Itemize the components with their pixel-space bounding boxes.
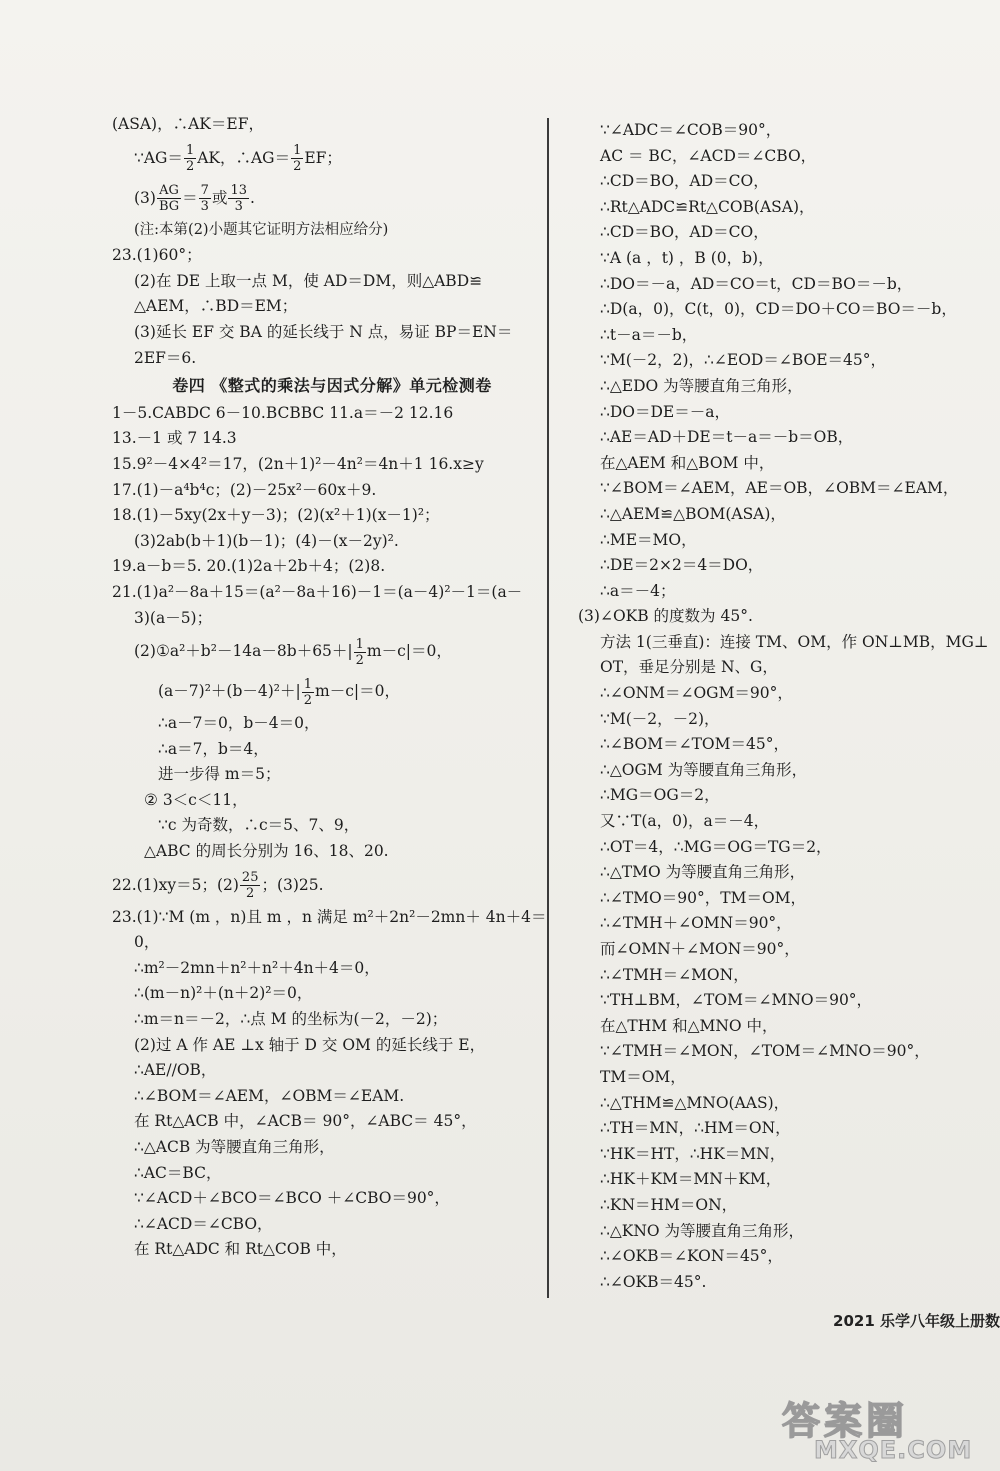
section-title: 卷四 《整式的乘法与因式分解》单元检测卷 [172, 376, 492, 396]
text-line: ∴a－7＝0，b－4＝0， [158, 714, 320, 733]
text-line: ∴m²－2mn＋n²＋n²＋4n＋4＝0， [134, 958, 380, 977]
text-line: ∴∠OKB＝∠KON＝45°， [600, 1247, 783, 1266]
text-line: ∴(m－n)²＋(n＋2)²＝0， [134, 984, 313, 1003]
text-line: ∴△OGM 为等腰直角三角形， [600, 760, 808, 779]
fraction: $\frac{13}{3}$ [230, 183, 248, 215]
text-line: (ASA)，∴AK＝EF， [112, 115, 264, 133]
text-line: ∵∠TMH＝∠MON，∠TOM＝∠MNO＝90°， [600, 1042, 930, 1061]
text-line: ∴CD＝BO，AD＝CO， [600, 172, 769, 191]
text-line: ∴DO＝DE＝－a， [600, 402, 730, 421]
text-line: 22.(1)xy＝5；(2) $\frac{25}{2}$ ；(3)25. [112, 870, 324, 902]
text-line: △ABC 的周长分别为 16、18、20. [144, 842, 389, 861]
text-line: 13.－1 或 7 14.3 [112, 429, 237, 448]
right-column [578, 118, 988, 1295]
text-line: ∴t－a＝－b， [600, 325, 698, 344]
fraction: $\frac{1}{2}$ [293, 143, 302, 175]
text-line: ∴AE＝AD＋DE＝t－a＝－b＝OB， [600, 428, 854, 447]
text-line: (2)过 A 作 AE ⊥x 轴于 D 交 OM 的延长线于 E， [134, 1035, 486, 1054]
text-line: ∵AG＝ $\frac{1}{2}$ AK，∴AG＝ $\frac{1}{2}$ EF； [134, 143, 342, 175]
watermark-text: 答案圈 [782, 1399, 909, 1443]
text-line: (3)∠OKB 的度数为 45°. [578, 607, 753, 626]
watermark-logo [782, 1390, 992, 1468]
text-line: 21.(1)a²－8a＋15＝(a²－8a＋16)－1＝(a－4)²－1＝(a－ [112, 582, 523, 601]
text-line: 1－5.CABDC 6－10.BCBBC 11.a＝－2 12.16 [112, 403, 454, 422]
text-line: ∴∠BOM＝∠TOM＝45°， [600, 735, 789, 754]
text-line: OT，垂足分别是 N、G， [600, 658, 778, 677]
text-line: ∴AC＝BC， [134, 1163, 222, 1182]
text-line: ∴△ACB 为等腰直角三角形， [134, 1138, 335, 1156]
text-line: 在△THM 和△MNO 中， [600, 1016, 778, 1035]
text-line: ∴∠TMH＋∠OMN＝90°， [600, 914, 792, 933]
text-line: 在 Rt△ADC 和 Rt△COB 中， [134, 1240, 347, 1259]
text-line: 方法 1(三垂直)：连接 TM、OM，作 ON⊥MB，MG⊥ [600, 632, 989, 651]
text-line: ∴D(a，0)，C(t，0)，CD＝DO＋CO＝BO＝－b， [600, 300, 957, 319]
text-line: ∴△AEM≌△BOM(ASA)， [600, 504, 786, 523]
text-line: AC ＝ BC，∠ACD＝∠CBO， [600, 146, 817, 165]
text-line: 而∠OMN＋∠MON＝90°， [600, 940, 800, 958]
text-line: 23.(1)∵M (m ，n)且 m ，n 满足 m²＋2n²－2mn＋ 4n＋4＝ [112, 907, 547, 926]
page-footer: 2021 乐学八年级上册数 [833, 1312, 1000, 1330]
text-line: ∴△TMO 为等腰直角三角形， [600, 863, 806, 882]
text-line: ∴OT＝4，∴MG＝OG＝TG＝2， [600, 837, 832, 856]
text-line: ∵c 为奇数，∴c＝5、7、9， [158, 816, 360, 835]
text-line: ∴HK＋KM＝MN＋KM， [600, 1170, 782, 1189]
text-line: ∴Rt△ADC≌Rt△COB(ASA)， [600, 197, 815, 216]
text-line: ∴∠OKB＝45°. [600, 1272, 707, 1291]
text-line: 进一步得 m＝5； [158, 765, 281, 784]
text-line: 3)(a－5)； [134, 608, 213, 627]
text-line: 15.9²－4×4²＝17，(2n＋1)²－4n²＝4n＋1 16.x≥y [112, 454, 484, 473]
text-line: 2EF＝6. [134, 348, 197, 367]
fraction: $\frac{7}{3}$ [200, 183, 209, 215]
fraction: $\frac{AG}{BG}$ [158, 183, 180, 215]
text-line: ∵∠BOM＝∠AEM，AE＝OB，∠OBM＝∠EAM， [600, 479, 959, 498]
text-line: ∴△THM≌△MNO(AAS)， [600, 1093, 790, 1112]
text-line: ∴∠ONM＝∠OGM＝90°， [600, 684, 793, 703]
watermark-site: MXQE.COM [814, 1436, 973, 1464]
text-line: 0， [134, 933, 160, 952]
text-line: 19.a－b＝5. 20.(1)2a＋2b＋4；(2)8. [112, 557, 386, 576]
text-line: ∵TH⊥BM，∠TOM＝∠MNO＝90°， [600, 991, 873, 1010]
text-line: ② 3＜c＜11， [144, 790, 248, 809]
text-line: ∵HK＝HT，∴HK＝MN， [600, 1144, 786, 1163]
text-line: TM＝OM， [600, 1067, 686, 1086]
text-line: (注:本第(2)小题其它证明方法相应给分) [134, 221, 389, 238]
text-line: ∴DO＝－a，AD＝CO＝t，CD＝BO＝－b， [600, 274, 913, 293]
text-line: 17.(1)－a⁴b⁴c；(2)－25x²－60x＋9. [112, 480, 377, 499]
text-line: ∴△EDO 为等腰直角三角形， [600, 376, 803, 395]
text-line: ∴DE＝2×2＝4＝DO， [600, 556, 764, 575]
fraction: $\frac{25}{2}$ [241, 870, 259, 902]
text-line: ∴CD＝BO，AD＝CO， [600, 223, 769, 242]
text-line: ∴a＝－4； [600, 581, 676, 600]
text-line: ∵∠ACD＋∠BCO＝∠BCO ＋∠CBO＝90°， [134, 1189, 450, 1208]
text-line: (2)在 DE 上取一点 M，使 AD＝DM，则△ABD≌ [134, 271, 483, 290]
text-line: (3)2ab(b＋1)(b－1)；(4)－(x－2y)². [134, 531, 399, 550]
text-line: (2)①a²＋b²－14a－8b＋65＋| $\frac{1}{2}$ m－c|＝0， [134, 636, 452, 668]
fraction: $\frac{1}{2}$ [303, 676, 313, 708]
text-line: ∵M(－2，2)，∴∠EOD＝∠BOE＝45°， [600, 351, 887, 370]
text-line: △AEM，∴BD＝EM； [134, 297, 298, 316]
text-line: 在△AEM 和△BOM 中， [600, 453, 775, 472]
text-line: 18.(1)－5xy(2x＋y－3)；(2)(x²＋1)(x－1)²； [112, 506, 440, 525]
text-line: ∴m＝n＝－2，∴点 M 的坐标为(－2，－2)； [134, 1010, 448, 1029]
text-line: ∴∠TMH＝∠MON， [600, 965, 749, 984]
text-line: ∴AE//OB， [134, 1061, 217, 1080]
text-line: ∴△KNO 为等腰直角三角形， [600, 1221, 805, 1240]
fraction: $\frac{1}{2}$ [355, 636, 364, 668]
text-line: ∴∠TMO＝90°，TM＝OM， [600, 888, 807, 907]
text-line: ∴a＝7，b＝4， [158, 739, 269, 758]
text-line: ∵∠ADC＝∠COB＝90°， [600, 121, 782, 139]
left-column [112, 112, 547, 1263]
text-line: ∵A (a ，t) ，B (0，b)， [600, 248, 774, 267]
text-line: ∴TH＝MN，∴HM＝ON， [600, 1119, 791, 1138]
text-line: ∵M(－2，－2)， [600, 709, 720, 728]
text-line: ∴∠ACD＝∠CBO， [134, 1214, 273, 1233]
text-line: 又∵T(a，0)，a＝－4， [600, 812, 770, 831]
text-line: (3)延长 EF 交 BA 的延长线于 N 点，易证 BP＝EN＝ [134, 322, 513, 341]
text-line: (3) $\frac{AG}{BG}$ ＝ $\frac{7}{3}$ 或 $\frac{13}{3}$ . [134, 183, 255, 215]
fraction: $\frac{1}{2}$ [185, 143, 195, 175]
text-line: 23.(1)60°； [112, 246, 202, 265]
text-line: 在 Rt△ACB 中，∠ACB＝ 90°，∠ABC＝ 45°， [134, 1112, 477, 1131]
text-line: (a－7)²＋(b－4)²＋| $\frac{1}{2}$ m－c|＝0， [158, 676, 400, 708]
text-line: ∴∠BOM＝∠AEM，∠OBM＝∠EAM. [134, 1086, 405, 1105]
text-line: ∴ME＝MO， [600, 530, 697, 549]
text-line: ∴KN＝HM＝ON， [600, 1195, 738, 1214]
column-divider [547, 118, 549, 1298]
text-line: ∴MG＝OG＝2， [600, 786, 720, 805]
